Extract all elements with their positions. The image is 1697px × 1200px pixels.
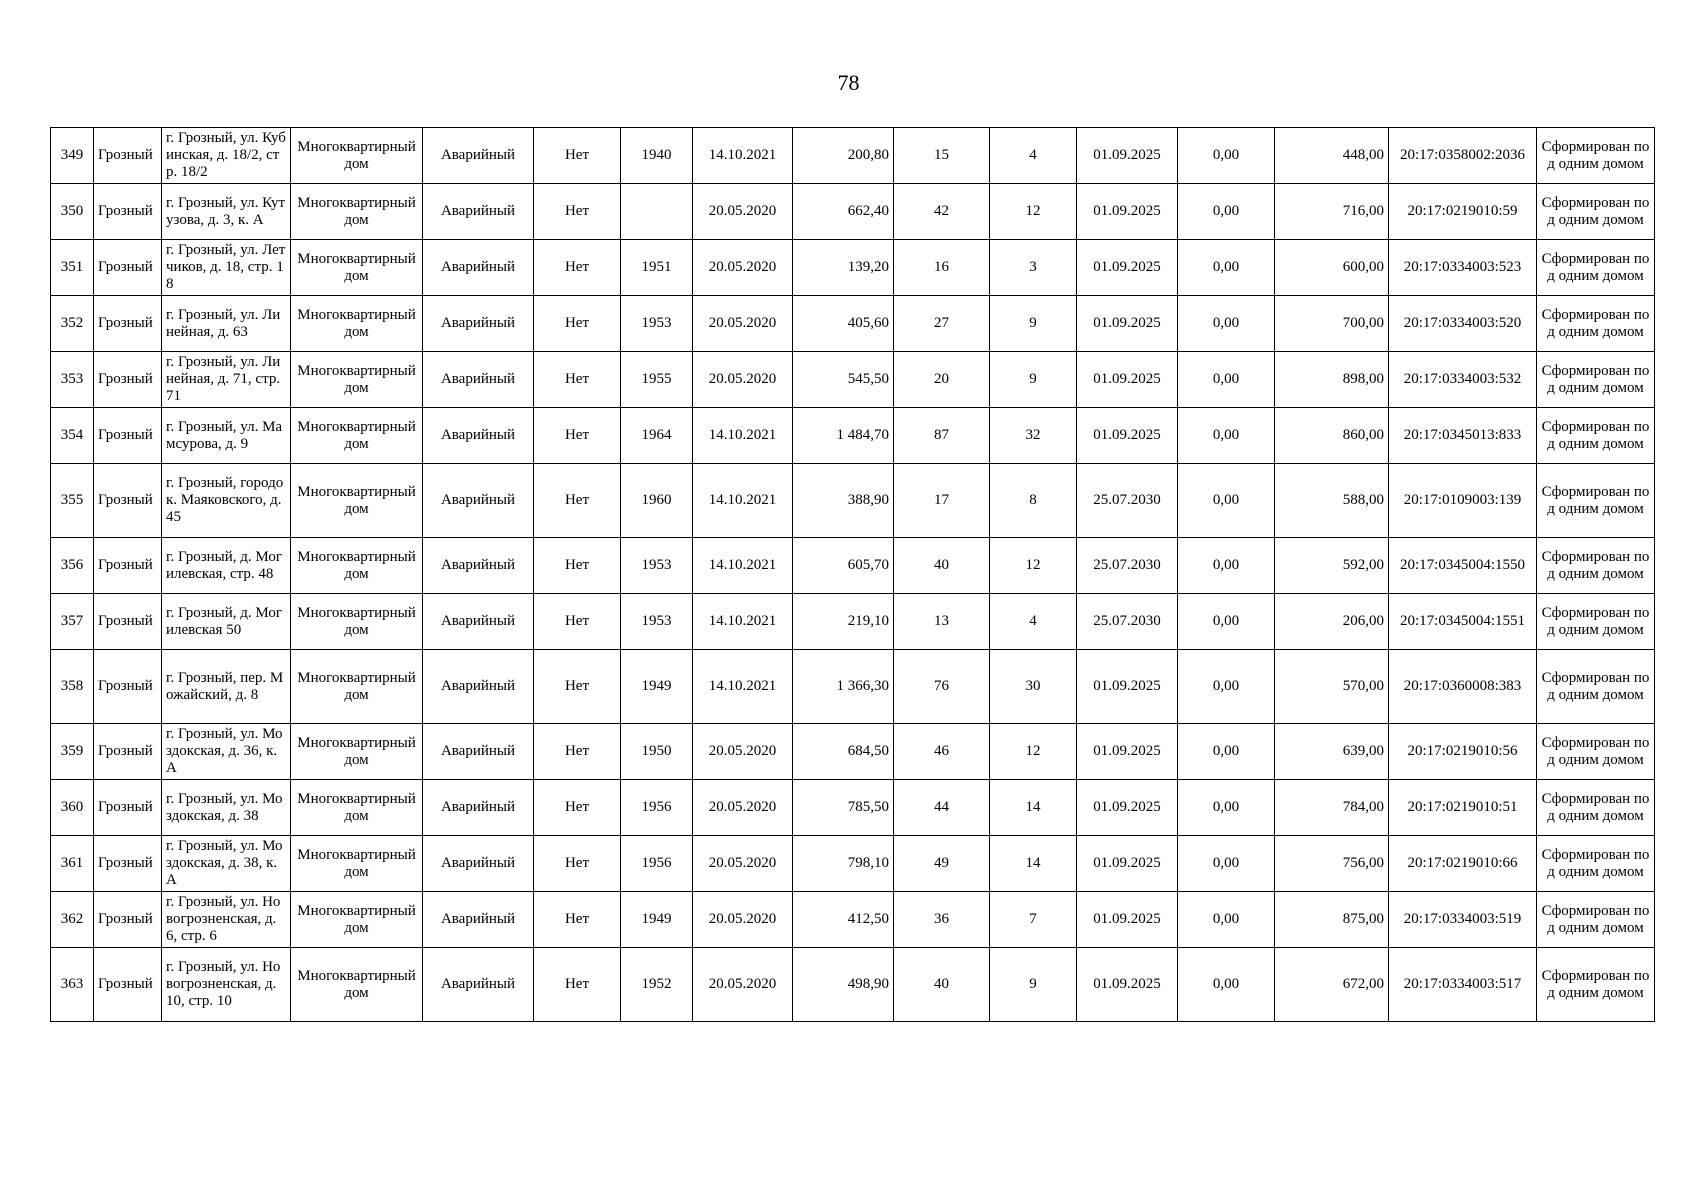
land-area-cell: 716,00 [1275,184,1389,240]
date-cell: 20.05.2020 [693,948,793,1022]
value-cell: 0,00 [1178,948,1275,1022]
row-number: 351 [51,240,94,296]
year-cell: 1949 [621,892,693,948]
row-number: 357 [51,594,94,650]
flag-cell: Нет [534,296,621,352]
address-cell: г. Грозный, ул. Новогрозненская, д. 6, стр. 6 [162,892,291,948]
address-cell: г. Грозный, ул. Кубинская, д. 18/2, стр. 18/2 [162,128,291,184]
area-cell: 219,10 [793,594,894,650]
status-cell: Аварийный [423,724,534,780]
flag-cell: Нет [534,240,621,296]
status-cell: Аварийный [423,892,534,948]
housing-register-table [50,127,1655,1022]
land-area-cell: 588,00 [1275,464,1389,538]
status-cell: Аварийный [423,948,534,1022]
year-cell: 1964 [621,408,693,464]
value-cell: 0,00 [1178,184,1275,240]
cadastral-number-cell: 20:17:0109003:139 [1389,464,1537,538]
area-cell: 684,50 [793,724,894,780]
units-cell: 14 [990,780,1077,836]
area-cell: 412,50 [793,892,894,948]
table-row [51,128,1655,184]
flag-cell: Нет [534,594,621,650]
address-cell: г. Грозный, городок. Маяковского, д. 45 [162,464,291,538]
deadline-cell: 01.09.2025 [1077,408,1178,464]
table-row [51,538,1655,594]
units-cell: 7 [990,892,1077,948]
note-cell: Сформирован под одним домом [1537,296,1655,352]
date-cell: 14.10.2021 [693,650,793,724]
flag-cell: Нет [534,184,621,240]
deadline-cell: 01.09.2025 [1077,892,1178,948]
address-cell: г. Грозный, пер. Можайский, д. 8 [162,650,291,724]
note-cell: Сформирован под одним домом [1537,240,1655,296]
value-cell: 0,00 [1178,464,1275,538]
land-area-cell: 784,00 [1275,780,1389,836]
address-cell: г. Грозный, д. Могилевская, стр. 48 [162,538,291,594]
date-cell: 14.10.2021 [693,464,793,538]
area-cell: 405,60 [793,296,894,352]
deadline-cell: 25.07.2030 [1077,538,1178,594]
cadastral-number-cell: 20:17:0360008:383 [1389,650,1537,724]
date-cell: 14.10.2021 [693,594,793,650]
cadastral-number-cell: 20:17:0334003:520 [1389,296,1537,352]
units-cell: 30 [990,650,1077,724]
year-cell: 1955 [621,352,693,408]
status-cell: Аварийный [423,594,534,650]
area-cell: 139,20 [793,240,894,296]
value-cell: 0,00 [1178,650,1275,724]
table-row [51,296,1655,352]
building-type-cell: Многоквартирный дом [291,594,423,650]
city-cell: Грозный [94,128,162,184]
note-cell: Сформирован под одним домом [1537,464,1655,538]
deadline-cell: 01.09.2025 [1077,948,1178,1022]
address-cell: г. Грозный, ул. Моздокская, д. 36, к. А [162,724,291,780]
persons-cell: 42 [894,184,990,240]
deadline-cell: 01.09.2025 [1077,128,1178,184]
row-number: 363 [51,948,94,1022]
persons-cell: 46 [894,724,990,780]
date-cell: 14.10.2021 [693,128,793,184]
row-number: 361 [51,836,94,892]
value-cell: 0,00 [1178,724,1275,780]
row-number: 358 [51,650,94,724]
flag-cell: Нет [534,724,621,780]
cadastral-number-cell: 20:17:0219010:56 [1389,724,1537,780]
note-cell: Сформирован под одним домом [1537,724,1655,780]
area-cell: 200,80 [793,128,894,184]
deadline-cell: 25.07.2030 [1077,594,1178,650]
building-type-cell: Многоквартирный дом [291,892,423,948]
persons-cell: 40 [894,948,990,1022]
area-cell: 388,90 [793,464,894,538]
status-cell: Аварийный [423,352,534,408]
area-cell: 545,50 [793,352,894,408]
city-cell: Грозный [94,650,162,724]
cadastral-number-cell: 20:17:0345013:833 [1389,408,1537,464]
value-cell: 0,00 [1178,780,1275,836]
building-type-cell: Многоквартирный дом [291,464,423,538]
status-cell: Аварийный [423,128,534,184]
value-cell: 0,00 [1178,594,1275,650]
status-cell: Аварийный [423,464,534,538]
address-cell: г. Грозный, ул. Моздокская, д. 38 [162,780,291,836]
units-cell: 8 [990,464,1077,538]
building-type-cell: Многоквартирный дом [291,408,423,464]
cadastral-number-cell: 20:17:0334003:532 [1389,352,1537,408]
building-type-cell: Многоквартирный дом [291,128,423,184]
area-cell: 662,40 [793,184,894,240]
row-number: 350 [51,184,94,240]
status-cell: Аварийный [423,538,534,594]
address-cell: г. Грозный, ул. Мамсурова, д. 9 [162,408,291,464]
note-cell: Сформирован под одним домом [1537,948,1655,1022]
value-cell: 0,00 [1178,128,1275,184]
land-area-cell: 672,00 [1275,948,1389,1022]
units-cell: 4 [990,128,1077,184]
date-cell: 20.05.2020 [693,836,793,892]
status-cell: Аварийный [423,650,534,724]
city-cell: Грозный [94,352,162,408]
cadastral-number-cell: 20:17:0219010:51 [1389,780,1537,836]
persons-cell: 49 [894,836,990,892]
building-type-cell: Многоквартирный дом [291,780,423,836]
table-row [51,650,1655,724]
building-type-cell: Многоквартирный дом [291,650,423,724]
row-number: 355 [51,464,94,538]
flag-cell: Нет [534,892,621,948]
address-cell: г. Грозный, ул. Линейная, д. 63 [162,296,291,352]
area-cell: 605,70 [793,538,894,594]
land-area-cell: 206,00 [1275,594,1389,650]
value-cell: 0,00 [1178,352,1275,408]
page-number: 78 [837,70,860,95]
units-cell: 9 [990,948,1077,1022]
land-area-cell: 592,00 [1275,538,1389,594]
area-cell: 1 366,30 [793,650,894,724]
date-cell: 20.05.2020 [693,352,793,408]
units-cell: 12 [990,538,1077,594]
city-cell: Грозный [94,780,162,836]
land-area-cell: 570,00 [1275,650,1389,724]
year-cell: 1952 [621,948,693,1022]
persons-cell: 44 [894,780,990,836]
value-cell: 0,00 [1178,892,1275,948]
flag-cell: Нет [534,836,621,892]
deadline-cell: 01.09.2025 [1077,296,1178,352]
persons-cell: 36 [894,892,990,948]
row-number: 360 [51,780,94,836]
status-cell: Аварийный [423,408,534,464]
persons-cell: 76 [894,650,990,724]
persons-cell: 87 [894,408,990,464]
address-cell: г. Грозный, ул. Летчиков, д. 18, стр. 18 [162,240,291,296]
building-type-cell: Многоквартирный дом [291,296,423,352]
land-area-cell: 448,00 [1275,128,1389,184]
note-cell: Сформирован под одним домом [1537,836,1655,892]
land-area-cell: 875,00 [1275,892,1389,948]
building-type-cell: Многоквартирный дом [291,724,423,780]
area-cell: 798,10 [793,836,894,892]
address-cell: г. Грозный, ул. Линейная, д. 71, стр. 71 [162,352,291,408]
status-cell: Аварийный [423,240,534,296]
persons-cell: 16 [894,240,990,296]
address-cell: г. Грозный, ул. Новогрозненская, д. 10, стр. 10 [162,948,291,1022]
table-row [51,464,1655,538]
cadastral-number-cell: 20:17:0334003:523 [1389,240,1537,296]
cadastral-number-cell: 20:17:0219010:66 [1389,836,1537,892]
year-cell [621,184,693,240]
land-area-cell: 898,00 [1275,352,1389,408]
row-number: 353 [51,352,94,408]
units-cell: 12 [990,184,1077,240]
city-cell: Грозный [94,836,162,892]
building-type-cell: Многоквартирный дом [291,836,423,892]
units-cell: 32 [990,408,1077,464]
deadline-cell: 01.09.2025 [1077,240,1178,296]
deadline-cell: 01.09.2025 [1077,184,1178,240]
units-cell: 3 [990,240,1077,296]
cadastral-number-cell: 20:17:0345004:1551 [1389,594,1537,650]
cadastral-number-cell: 20:17:0219010:59 [1389,184,1537,240]
building-type-cell: Многоквартирный дом [291,240,423,296]
units-cell: 14 [990,836,1077,892]
table-row [51,240,1655,296]
year-cell: 1956 [621,836,693,892]
note-cell: Сформирован под одним домом [1537,408,1655,464]
persons-cell: 27 [894,296,990,352]
area-cell: 1 484,70 [793,408,894,464]
note-cell: Сформирован под одним домом [1537,184,1655,240]
note-cell: Сформирован под одним домом [1537,352,1655,408]
address-cell: г. Грозный, д. Могилевская 50 [162,594,291,650]
city-cell: Грозный [94,538,162,594]
address-cell: г. Грозный, ул. Моздокская, д. 38, к. А [162,836,291,892]
city-cell: Грозный [94,184,162,240]
date-cell: 20.05.2020 [693,724,793,780]
table-row [51,184,1655,240]
year-cell: 1956 [621,780,693,836]
table-row [51,836,1655,892]
table-row [51,892,1655,948]
year-cell: 1953 [621,296,693,352]
building-type-cell: Многоквартирный дом [291,538,423,594]
city-cell: Грозный [94,594,162,650]
row-number: 349 [51,128,94,184]
row-number: 354 [51,408,94,464]
flag-cell: Нет [534,538,621,594]
address-cell: г. Грозный, ул. Кутузова, д. 3, к. А [162,184,291,240]
area-cell: 498,90 [793,948,894,1022]
year-cell: 1940 [621,128,693,184]
city-cell: Грозный [94,464,162,538]
persons-cell: 13 [894,594,990,650]
year-cell: 1953 [621,594,693,650]
city-cell: Грозный [94,724,162,780]
table-row [51,352,1655,408]
row-number: 356 [51,538,94,594]
note-cell: Сформирован под одним домом [1537,538,1655,594]
city-cell: Грозный [94,948,162,1022]
units-cell: 9 [990,352,1077,408]
flag-cell: Нет [534,464,621,538]
status-cell: Аварийный [423,184,534,240]
year-cell: 1950 [621,724,693,780]
flag-cell: Нет [534,408,621,464]
row-number: 359 [51,724,94,780]
land-area-cell: 756,00 [1275,836,1389,892]
cadastral-number-cell: 20:17:0358002:2036 [1389,128,1537,184]
date-cell: 20.05.2020 [693,240,793,296]
land-area-cell: 860,00 [1275,408,1389,464]
value-cell: 0,00 [1178,408,1275,464]
land-area-cell: 700,00 [1275,296,1389,352]
year-cell: 1960 [621,464,693,538]
year-cell: 1951 [621,240,693,296]
flag-cell: Нет [534,650,621,724]
units-cell: 4 [990,594,1077,650]
value-cell: 0,00 [1178,240,1275,296]
table-row [51,780,1655,836]
note-cell: Сформирован под одним домом [1537,650,1655,724]
value-cell: 0,00 [1178,836,1275,892]
deadline-cell: 01.09.2025 [1077,724,1178,780]
persons-cell: 40 [894,538,990,594]
flag-cell: Нет [534,128,621,184]
value-cell: 0,00 [1178,296,1275,352]
building-type-cell: Многоквартирный дом [291,948,423,1022]
city-cell: Грозный [94,240,162,296]
city-cell: Грозный [94,408,162,464]
table-row [51,408,1655,464]
deadline-cell: 01.09.2025 [1077,352,1178,408]
land-area-cell: 639,00 [1275,724,1389,780]
year-cell: 1953 [621,538,693,594]
row-number: 352 [51,296,94,352]
note-cell: Сформирован под одним домом [1537,780,1655,836]
persons-cell: 20 [894,352,990,408]
table-row [51,948,1655,1022]
date-cell: 20.05.2020 [693,892,793,948]
date-cell: 14.10.2021 [693,408,793,464]
area-cell: 785,50 [793,780,894,836]
city-cell: Грозный [94,892,162,948]
city-cell: Грозный [94,296,162,352]
status-cell: Аварийный [423,836,534,892]
cadastral-number-cell: 20:17:0345004:1550 [1389,538,1537,594]
cadastral-number-cell: 20:17:0334003:519 [1389,892,1537,948]
flag-cell: Нет [534,352,621,408]
flag-cell: Нет [534,948,621,1022]
units-cell: 12 [990,724,1077,780]
date-cell: 14.10.2021 [693,538,793,594]
table-row [51,594,1655,650]
date-cell: 20.05.2020 [693,296,793,352]
building-type-cell: Многоквартирный дом [291,352,423,408]
status-cell: Аварийный [423,296,534,352]
note-cell: Сформирован под одним домом [1537,594,1655,650]
date-cell: 20.05.2020 [693,184,793,240]
status-cell: Аварийный [423,780,534,836]
building-type-cell: Многоквартирный дом [291,184,423,240]
land-area-cell: 600,00 [1275,240,1389,296]
flag-cell: Нет [534,780,621,836]
note-cell: Сформирован под одним домом [1537,128,1655,184]
value-cell: 0,00 [1178,538,1275,594]
deadline-cell: 01.09.2025 [1077,780,1178,836]
deadline-cell: 25.07.2030 [1077,464,1178,538]
year-cell: 1949 [621,650,693,724]
units-cell: 9 [990,296,1077,352]
deadline-cell: 01.09.2025 [1077,650,1178,724]
date-cell: 20.05.2020 [693,780,793,836]
row-number: 362 [51,892,94,948]
note-cell: Сформирован под одним домом [1537,892,1655,948]
persons-cell: 15 [894,128,990,184]
table-row [51,724,1655,780]
deadline-cell: 01.09.2025 [1077,836,1178,892]
cadastral-number-cell: 20:17:0334003:517 [1389,948,1537,1022]
persons-cell: 17 [894,464,990,538]
